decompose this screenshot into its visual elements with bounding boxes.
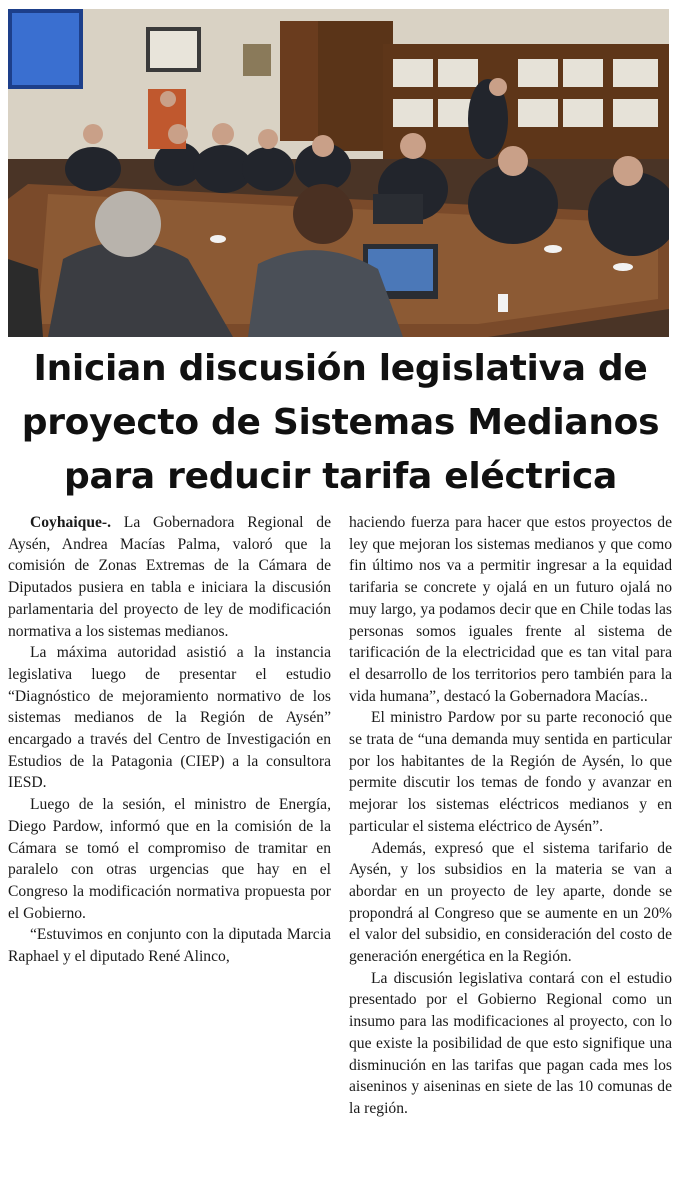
paragraph: Además, expresó que el sistema tarifario de Aysén, y los subsidios en la materia se van a abordar en un proyecto de ley aparte, donde se propondrá al Congreso que se aumente en un 20% el valor del subsidio, en consideración del costo de generación energética en la Región. (349, 839, 672, 966)
paragraph: Luego de la sesión, el ministro de Energía, Diego Pardow, informó que en la comisión de la Cámara se tomó el compromiso de tramitar en paralelo con otras urgencias que hay en el Congreso la modificación normativa propuesta por el Gobierno. (8, 796, 331, 922)
paragraph (8, 512, 331, 642)
paragraph: El ministro Pardow por su parte reconoció que se trata de “una demanda muy sentida en particular por los habitantes de la Región de Aysén, lo que permite discutir los temas de fondo y avanzar en mejorar los sistemas eléctricos medianos y en particular el sistema eléctrico de Aysén”. (349, 709, 672, 835)
column-left (8, 512, 331, 1192)
column-right (349, 512, 672, 1192)
paragraph: La máxima autoridad asistió a la instancia legislativa luego de presentar el estudio “Diagnóstico de mejoramiento normativo de los sistemas medianos de la Región de Aysén” encargado a través del Centro de Investigación en Estudios de la Patagonia (CIEP) a la consultora IESD. (8, 644, 331, 792)
article-body (8, 512, 672, 1192)
meeting-photo (8, 9, 669, 337)
paragraph: “Estuvimos en conjunto con la diputada Marcia Raphael y el diputado René Alinco, (8, 926, 331, 966)
paragraph: haciendo fuerza para hacer que estos proyectos de ley que mejoran los sistemas medianos y que como fin último nos va a permitir ingresar a la equidad tarifaria se concrete y ojalá en un futuro ojalá no muy largo, ya podamos decir que en Chile todas las personas somos iguales frente al sistema de tarificación de la electricidad que es tan vital para el desarrollo de los territorios pero también para la vida humana”, destacó la Gobernadora Macías.. (349, 514, 672, 705)
paragraph-text: La Gobernadora Regional de Aysén, Andrea Macías Palma, valoró que la comisión de Zonas Extremas de la Cámara de Diputados pusiera en tabla e iniciara la discusión parlamentaria del proyecto de ley de modificación normativa a los sistemas medianos. (8, 514, 331, 640)
paragraph: La discusión legislativa contará con el estudio presentado por el Gobierno Regional como un insumo para las modificaciones al proyecto, con lo que existe la posibilidad de que esto signifique una disminución en las tarifas que pagan cada mes los aiseninos y aiseninas en siete de las 10 comunas de la región. (349, 969, 672, 1117)
meeting-room-illustration (8, 9, 669, 337)
dateline: Coyhaique-. (30, 514, 112, 531)
article-headline: Inician discusión legislativa de proyecto de Sistemas Medianos para reducir tarifa eléctrica (21, 348, 660, 497)
